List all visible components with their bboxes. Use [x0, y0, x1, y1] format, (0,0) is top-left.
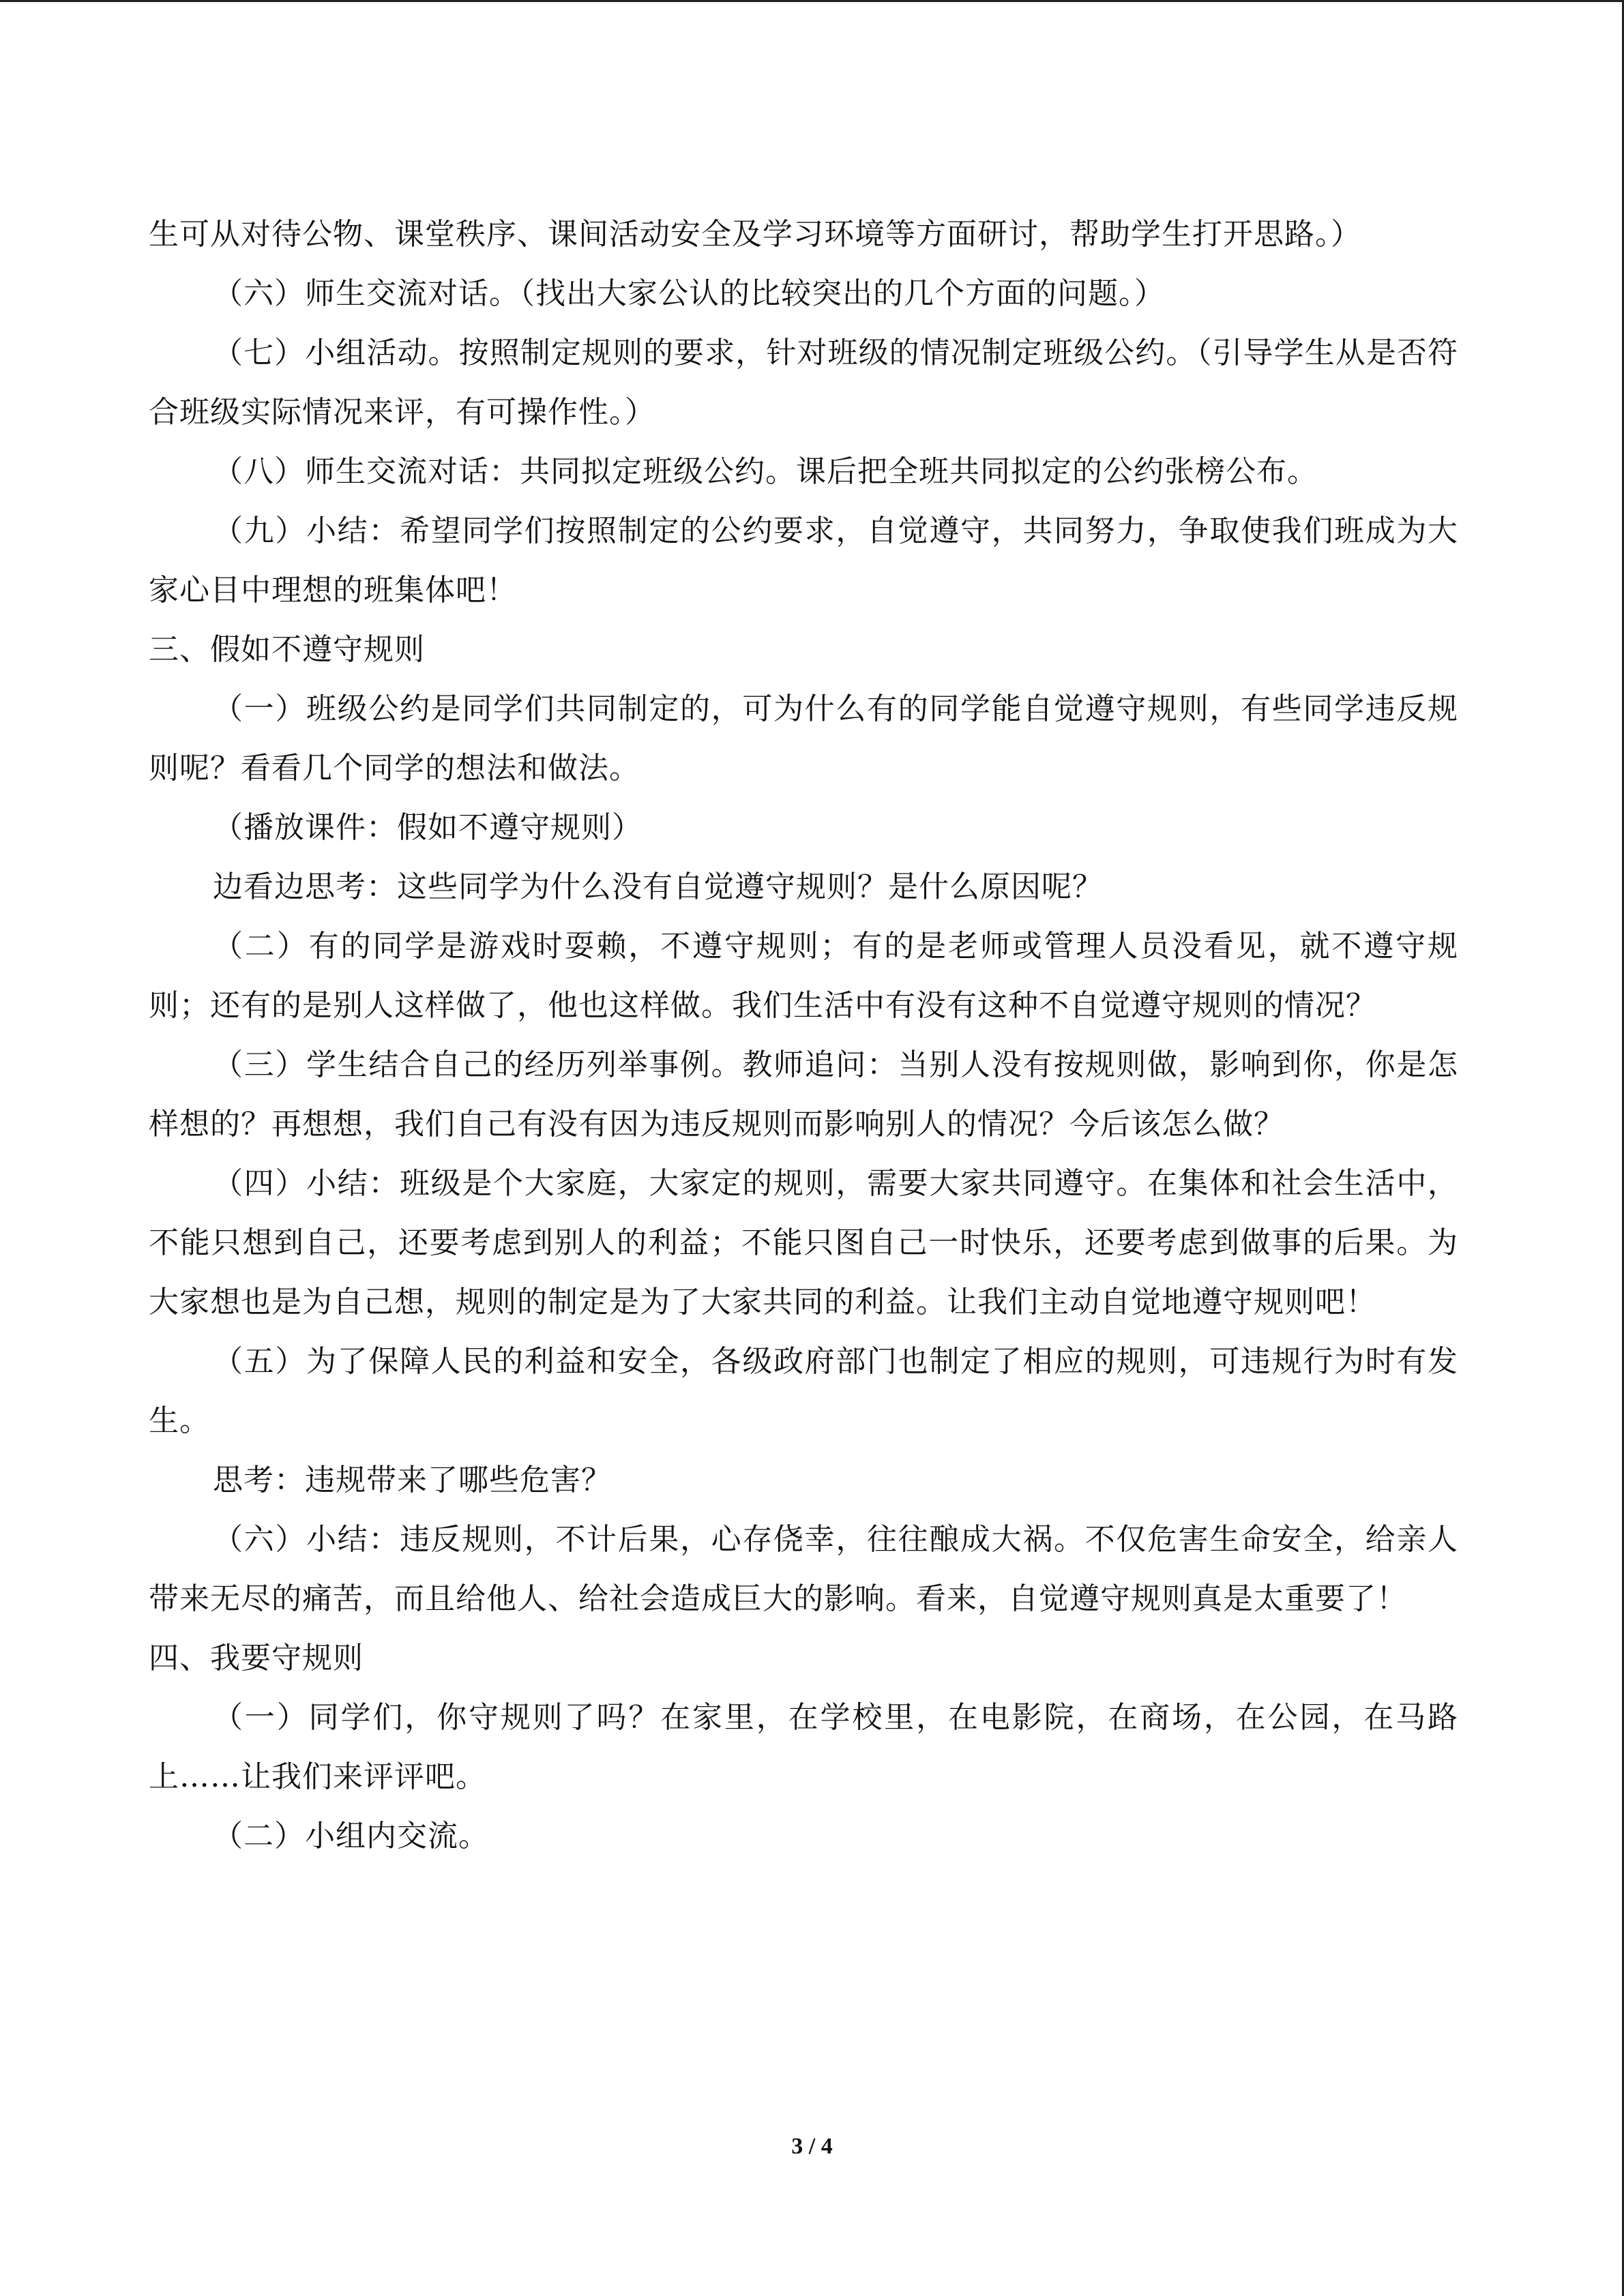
- paragraph: 边看边思考：这些同学为什么没有自觉遵守规则？是什么原因呢？: [213, 869, 1103, 904]
- paragraph: （一）班级公约是同学们共同制定的，可为什么有的同学能自觉遵守规则，有些同学违反规则呢？看看几个同学的想法和做法。: [149, 691, 1458, 786]
- paragraph: 生可从对待公物、课堂秩序、课间活动安全及学习环境等方面研讨，帮助学生打开思路。）: [149, 217, 1361, 252]
- paragraph: （六）小结：违反规则，不计后果，心存侥幸，往往酿成大祸。不仅危害生命安全，给亲人带来无尽的痛苦，而且给他人、给社会造成巨大的影响。看来，自觉遵守规则真是太重要了！: [149, 1522, 1458, 1616]
- paragraph: （播放课件：假如不遵守规则）: [213, 810, 643, 845]
- paragraph: （八）师生交流对话：共同拟定班级公约。课后把全班共同拟定的公约张榜公布。: [213, 454, 1318, 489]
- paragraph: （四）小结：班级是个大家庭，大家定的规则，需要大家共同遵守。在集体和社会生活中，不能只想到自己，还要考虑到别人的利益；不能只图自己一时快乐，还要考虑到做事的后果。为大家想也是为自己想，规则的制定是为了大家共同的利益。让我们主动自觉地遵守规则吧！: [149, 1166, 1458, 1320]
- paragraph: （三）学生结合自己的经历列举事例。教师追问：当别人没有按规则做，影响到你，你是怎样想的？再想想，我们自己有没有因为违反规则而影响别人的情况？今后该怎么做？: [149, 1047, 1458, 1142]
- paragraph: （二）小组内交流。: [213, 1819, 489, 1853]
- paragraph: （七）小组活动。按照制定规则的要求，针对班级的情况制定班级公约。（引导学生从是否符合班级实际情况来评，有可操作性。）: [149, 336, 1458, 430]
- paragraph: （二）有的同学是游戏时耍赖，不遵守规则；有的是老师或管理人员没看见，就不遵守规则；还有的是别人这样做了，他也这样做。我们生活中有没有这种不自觉遵守规则的情况？: [149, 929, 1458, 1023]
- section-heading: 三、假如不遵守规则: [149, 632, 425, 667]
- paragraph: （一）同学们，你守规则了吗？在家里，在学校里，在电影院，在商场，在公园，在马路上……让我们来评评吧。: [149, 1700, 1458, 1794]
- paragraph: （五）为了保障人民的利益和安全，各级政府部门也制定了相应的规则，可违规行为时有发生。: [149, 1344, 1458, 1438]
- document-body: [149, 205, 1458, 1866]
- page-number: 3 / 4: [791, 2134, 833, 2159]
- page-border-top: [0, 0, 1624, 2]
- section-heading: 四、我要守规则: [149, 1641, 364, 1675]
- paragraph: （九）小结：希望同学们按照制定的公约要求，自觉遵守，共同努力，争取使我们班成为大家心目中理想的班集体吧！: [149, 513, 1458, 608]
- paragraph: （六）师生交流对话。（找出大家公认的比较突出的几个方面的问题。）: [213, 276, 1165, 311]
- paragraph: 思考：违规带来了哪些危害？: [213, 1463, 612, 1497]
